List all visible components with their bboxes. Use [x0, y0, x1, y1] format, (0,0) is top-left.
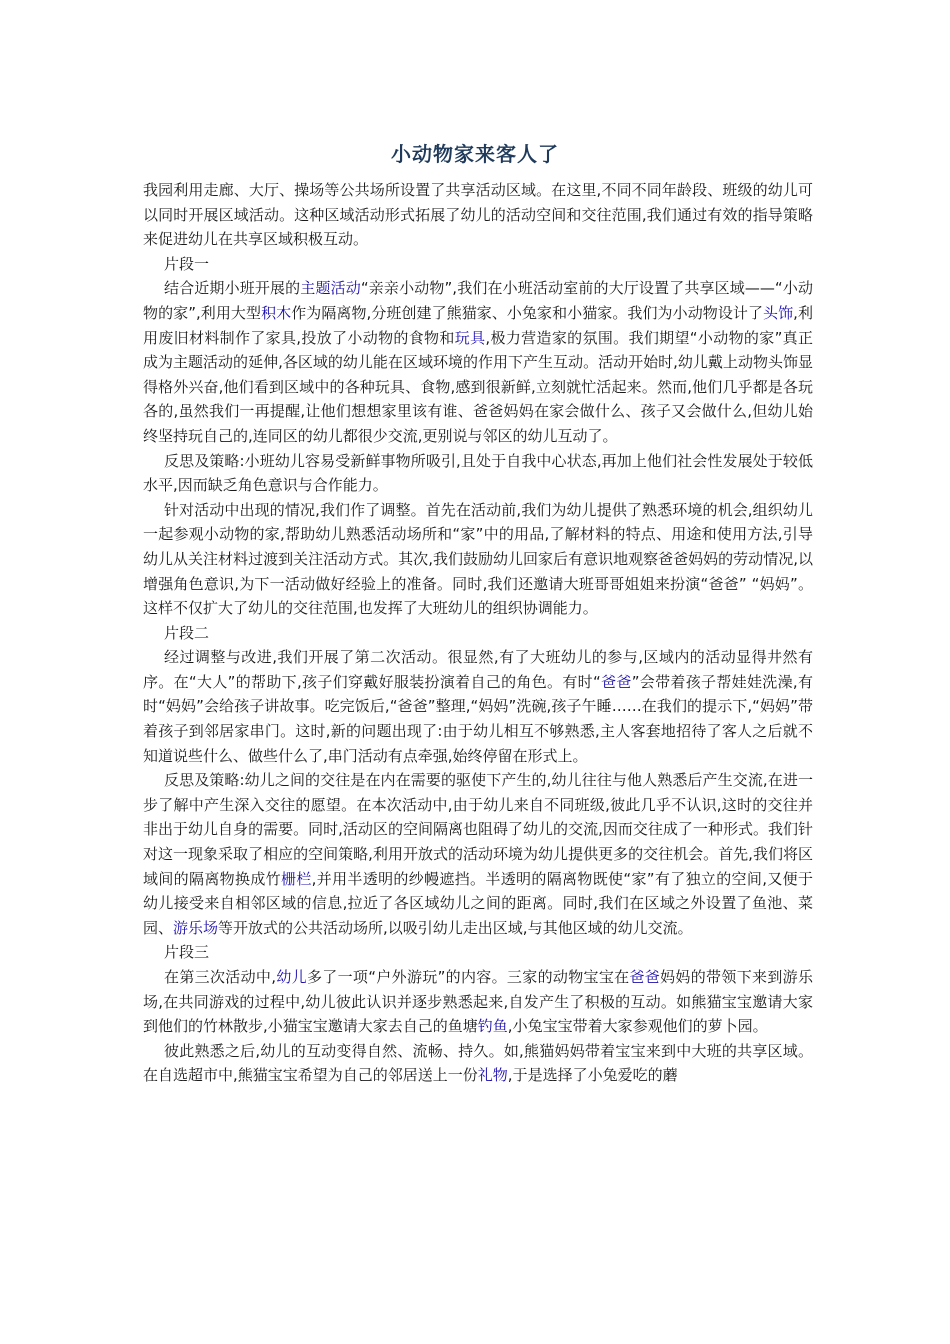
text-run: ,于是选择了小兔爱吃的蘑 [507, 1066, 678, 1085]
inline-link[interactable]: 爸爸 [629, 968, 661, 986]
text-run: 针对活动中出现的情况,我们作了调整。首先在活动前,我们为幼儿提供了熟悉环境的机会,组织幼儿一起参观小动物的家,帮助幼儿熟悉活动场所和“家”中的用品,了解材料的特点、用途和使用方法,引导幼儿从关注材料过渡到关注活动方式。其次,我们鼓励幼儿回家后有意识地观察爸爸妈妈的劳动情况,以增强角色意识,为下一活动做好经验上的准备。同时,我们还邀请大班哥哥姐姐来扮演“爸爸” “妈妈”。这样不仅扩大了幼儿的交往范围,也发挥了大班幼儿的组织协调能力。 [143, 500, 813, 618]
text-run: 反思及策略:小班幼儿容易受新鲜事物所吸引,且处于自我中心状态,再加上他们社会性发展处于较低水平,因而缺乏角色意识与合作能力。 [143, 451, 813, 495]
paragraph [143, 276, 813, 448]
paragraph [143, 498, 813, 621]
paragraph [143, 178, 813, 252]
text-run: ,极力营造家的氛围。我们期望“小动物的家”真正成为主题活动的延伸,各区域的幼儿能在区域环境的作用下产生互动。活动开始时,幼儿戴上动物头饰显得格外兴奋,他们看到区域中的各种玩具、食物,感到很新鲜,立刻就忙活起来。然而,他们几乎都是各玩各的,虽然我们一再提醒,让他们想想家里该有谁、爸爸妈妈在家会做什么、孩子又会做什么,但幼儿始终坚持玩自己的,连同区的幼儿都很少交流,更别说与邻区的幼儿互动了。 [143, 328, 813, 445]
text-run: 我园利用走廊、大厅、操场等公共场所设置了共享活动区域。在这里,不同不同年龄段、班级的幼儿可以同时开展区域活动。这种区域活动形式拓展了幼儿的活动空间和交往范围,我们通过有效的指导策略来促进幼儿在共享区域积极互动。 [143, 181, 813, 249]
inline-link[interactable]: 钓鱼 [477, 1017, 508, 1036]
inline-link[interactable]: 爸爸 [600, 672, 632, 691]
paragraph [143, 645, 813, 768]
text-run: 片段二 [164, 623, 210, 642]
paragraph [143, 621, 813, 646]
inline-link[interactable]: 游乐场 [173, 918, 219, 937]
text-run: 等开放式的公共活动场所,以吸引幼儿走出区域,与其他区域的幼儿交流。 [218, 918, 693, 937]
text-run: 彼此熟悉之后,幼儿的互动变得自然、流畅、持久。如,熊猫妈妈带着宝宝来到中大班的共享区域。在自选超市中,熊猫宝宝希望为自己的邻居送上一份 [143, 1041, 813, 1085]
inline-link[interactable]: 幼儿 [276, 968, 307, 986]
inline-link[interactable]: 栅栏 [280, 869, 312, 888]
text-run: 妈妈的带领下来到游乐场,在共同游戏的过程中,幼儿彼此认识并逐步熟悉起来,自发产生了积极的互动。如熊猫宝宝邀请大家到他们的竹林散步,小猫宝宝邀请大家去自己的鱼塘 [143, 968, 813, 1036]
text-run: 结合近期小班开展的 [164, 279, 301, 298]
document-title: 小动物家来客人了 [391, 142, 559, 166]
text-run: ”会带着孩子帮娃娃洗澡,有时“妈妈”会给孩子讲故事。吃完饭后,“爸爸”整理,“妈妈”洗碗,孩子午睡……在我们的提示下,“妈妈”带着孩子到邻居家串门。这时,新的问题出现了:由于幼儿相互不够熟悉,主人客套地招待了客人之后就不知道说些什么、做些什么了,串门活动有点牵强,始终停留在形式上。 [143, 672, 813, 765]
inline-link[interactable]: 玩具 [454, 328, 486, 347]
paragraph [143, 768, 813, 940]
text-run: 经过调整与改进,我们开展了第二次活动。很显然,有了大班幼儿的参与,区域内的活动显得井然有序。在“大人”的帮助下,孩子们穿戴好服装扮演着自己的角色。有时“ [143, 648, 813, 691]
text-run: 多了一项“户外游玩”的内容。三家的动物宝宝在 [306, 968, 630, 986]
document-body [143, 178, 813, 1088]
paragraph [143, 252, 813, 277]
inline-link[interactable]: 头饰 [763, 303, 794, 322]
text-run: “亲亲小动物”,我们在小班活动室前的大厅设置了共享区域——“小动物的家”,利用大型 [143, 279, 813, 322]
paragraph [143, 940, 813, 965]
inline-link[interactable]: 礼物 [477, 1066, 508, 1085]
paragraph [143, 1039, 813, 1088]
text-run: 在第三次活动中, [164, 968, 276, 986]
text-run: 反思及策略:幼儿之间的交往是在内在需要的驱使下产生的,幼儿往往与他人熟悉后产生交流,在进一步了解中产生深入交往的愿望。在本次活动中,由于幼儿来自不同班级,彼此几乎不认识,这时的交往并非出于幼儿自身的需要。同时,活动区的空间隔离也阻碍了幼儿的交流,因而交往成了一种形式。我们针对这一现象采取了相应的空间策略,利用开放式的活动环境为幼儿提供更多的交往机会。首先,我们将区域间的隔离物换成竹 [143, 771, 813, 888]
text-run: ,并用半透明的纱幔遮挡。半透明的隔离物既使“家”有了独立的空间,又便于幼儿接受来自相邻区域的信息,拉近了各区域幼儿之间的距离。同时,我们在区域之外设置了鱼池、菜园、 [143, 869, 813, 937]
paragraph [143, 449, 813, 498]
inline-link[interactable]: 积木 [261, 303, 292, 322]
text-run: ,小兔宝宝带着大家参观他们的萝卜园。 [507, 1017, 768, 1036]
paragraph [143, 965, 813, 1039]
text-run: ,利用废旧材料制作了家具,投放了小动物的食物和 [143, 303, 813, 347]
text-run: 片段一 [164, 254, 210, 273]
text-run: 作为隔离物,分班创建了熊猫家、小兔家和小猫家。我们为小动物设计了 [291, 303, 764, 322]
inline-link[interactable]: 主题活动 [300, 279, 361, 298]
text-run: 片段三 [164, 943, 210, 962]
